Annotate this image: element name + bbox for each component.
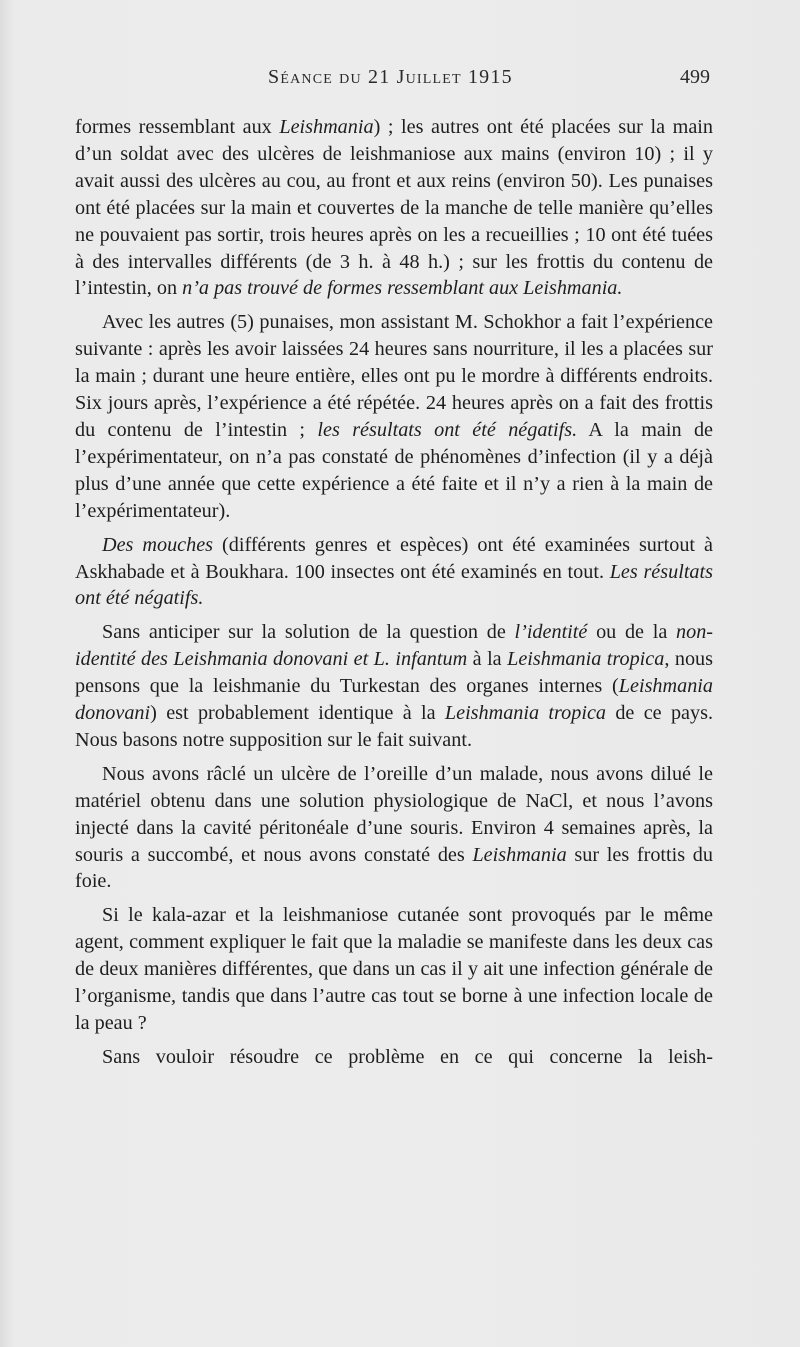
italic-text: les résultats ont été négatifs. (317, 418, 578, 441)
paragraph-6 (75, 902, 713, 1037)
text-run: A la main de l’expérimentateur, on n’a pas constaté de phénomènes d’infection (il y a déjà plus d’une année que cette expérience a été faite et il n’y a rien à la main de l’expérimentateur). (75, 418, 714, 522)
paragraph-5 (75, 761, 713, 896)
text-run: de ce pays. Nous basons notre supposition sur le fait suivant. (75, 702, 714, 751)
text-run: ) est probablement identique à la (150, 702, 445, 725)
text-run: Nous avons râclé un ulcère de l’oreille d’un malade, nous avons dilué le matériel obtenu dans une solution physiologique de NaCl, et nous l’avons injecté dans la cavité péritonéale d’une souris. Environ 4 semaines après, la souris a succombé, et nous avons constaté des (75, 762, 713, 866)
italic-text: Leishmania tropica (507, 648, 665, 671)
body-text (75, 114, 713, 1078)
italic-text: l’identité (514, 621, 588, 644)
text-run: , nous pensons que la leishmanie du Turkestan des organes internes ( (75, 648, 714, 698)
text-run: sur les frottis du foie. (75, 843, 713, 893)
text-run: Sans anticiper sur la solution de la question de (102, 621, 515, 644)
paragraph-7 (75, 1044, 713, 1071)
italic-text: Des mouches (102, 533, 214, 556)
paragraph-3 (75, 532, 713, 613)
italic-text: Leishmania (472, 843, 567, 866)
italic-text: Les résultats ont été négatifs. (75, 560, 713, 610)
text-run: Sans vouloir résoudre ce problème en ce qui concerne la leish- (102, 1045, 713, 1068)
text-run: formes ressemblant aux (75, 116, 280, 138)
text-run: ou de la (587, 621, 676, 644)
italic-text: n’a pas trouvé de formes ressemblant aux Leishmania. (182, 277, 623, 300)
italic-text: non-identité des Leishmania donovani et L. infantum (75, 621, 714, 671)
italic-text: Leishmania tropica (444, 702, 606, 725)
paragraph-4 (75, 619, 713, 754)
paragraph-1 (75, 114, 713, 302)
text-run: Avec les autres (5) punaises, mon assistant M. Schokhor a fait l’expérience suivante : après les avoir laissées 24 heures sans nourriture, il les a placées sur la main ; durant une heure entière, elles ont pu le mordre à différents endroits. Six jours après, l’expérience a été répétée. 24 heures après on a fait des frottis du contenu de l’intestin ; (75, 311, 713, 441)
text-run: à la (467, 648, 508, 671)
italic-text: Leishmania donovani (75, 675, 713, 725)
italic-text: Leishmania (279, 116, 374, 138)
page-number: 499 (680, 66, 710, 88)
running-header: Séance du 21 Juillet 1915 (268, 66, 513, 88)
text-run: Si le kala-azar et la leishmaniose cutanée sont provoqués par le même agent, comment expliquer le fait que la maladie se manifeste dans les deux cas de deux manières différentes, que dans un cas il y ait une infection générale de l’organisme, tandis que dans l’autre cas tout se borne à une infection locale de la peau ? (75, 904, 713, 1034)
text-run: (différents genres et espèces) ont été examinées surtout à Askhabade et à Boukhara. 100 insectes ont été examinés en tout. (75, 533, 713, 583)
text-run: ) ; les autres ont été placées sur la main d’un soldat avec des ulcères de leishmaniose aux mains (environ 10) ; il y avait aussi des ulcères au cou, au front et aux reins (environ 50). Les punaises ont été placées sur la main et couvertes de la manche de telle manière qu’elles ne pouvaient pas sortir, trois heures après on les a recueillies ; 10 ont été tuées à des intervalles différents (de 3 h. à 48 h.) ; sur les frottis du contenu de l’intestin, on (75, 116, 713, 300)
paragraph-2 (75, 309, 713, 524)
